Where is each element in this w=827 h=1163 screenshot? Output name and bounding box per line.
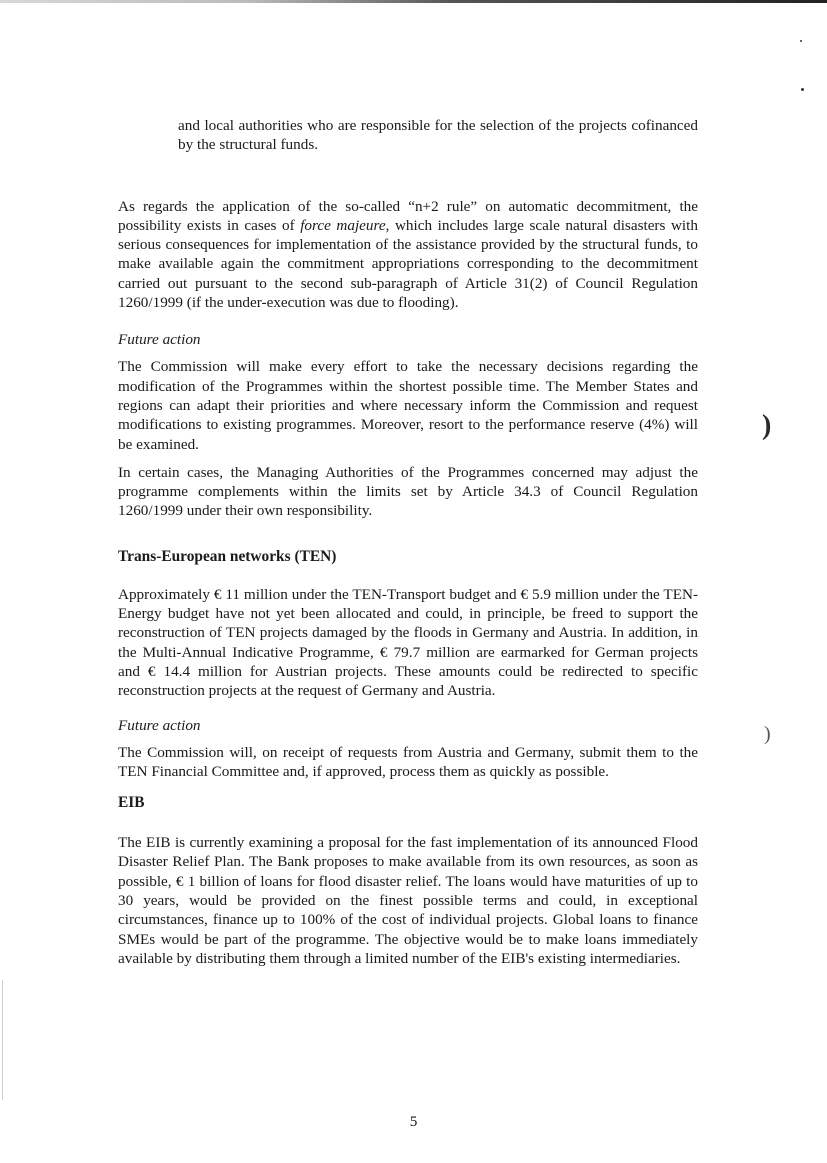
scan-top-edge	[0, 0, 827, 3]
paragraph-ten-funding: Approximately € 11 million under the TEN-Transport budget and € 5.9 million under the TEN-Energy budget have not yet been allocated and could, in principle, be freed to support the reconstruction of TEN projects damaged by the floods in Germany and Austria. In addition, in the Multi-Annual Indicative Programme, € 79.7 million are earmarked for German projects and € 14.4 million for Austrian projects. These amounts could be redirected to specific reconstruction projects at the request of Germany and Austria.	[118, 585, 698, 700]
section-heading-eib: EIB	[118, 794, 145, 812]
scan-speck	[801, 88, 804, 91]
scan-speck	[800, 40, 802, 42]
subheading-future-action: Future action	[118, 331, 201, 349]
paragraph-eib: The EIB is currently examining a proposal for the fast implementation of its announced Flood Disaster Relief Plan. The Bank proposes to make available from its own resources, as soon as possible, € 1 billion of loans for flood disaster relief. The loans would have maturities of up to 30 years, would be provided on the finest possible terms and could, in exceptional circumstances, finance up to 100% of the cost of individual projects. Global loans to finance SMEs would be part of the programme. The objective would be to make loans immediately available by distributing them through a limited number of the EIB's existing intermediaries.	[118, 834, 698, 967]
paragraph-commission-effort: The Commission will make every effort to take the necessary decisions regarding the modification of the Programmes within the shortest possible time. The Member States and regions can adapt their priorities and where necessary inform the Commission and request modifications to existing programmes. Moreover, resort to the performance reserve (4%) will be examined.	[118, 358, 698, 453]
document-page	[118, 116, 698, 968]
paragraph-n2-rule-text: As regards the application of the so-called “n+2 rule” on automatic decommitment, the possibility exists in cases of	[118, 197, 698, 234]
margin-mark: )	[764, 723, 771, 745]
force-majeure-term: force majeure	[300, 216, 386, 234]
subheading-future-action: Future action	[118, 716, 201, 734]
paragraph-ten-action: The Commission will, on receipt of requests from Austria and Germany, submit them to the TEN Financial Committee and, if approved, process them as quickly as possible.	[118, 743, 698, 780]
margin-mark: )	[762, 410, 772, 441]
scan-left-edge	[2, 980, 3, 1100]
section-heading-ten: Trans-European networks (TEN)	[118, 547, 337, 565]
page-number: 5	[409, 1113, 418, 1130]
paragraph-managing-authorities: In certain cases, the Managing Authorities of the Programmes concerned may adjust the programme complements within the limits set by Article 34.3 of Council Regulation 1260/1999 under their own responsibility.	[118, 463, 698, 520]
paragraph-n2-rule-text-end: , which includes large scale natural disasters with serious consequences for implementation of the assistance provided by the structural funds, to make available again the commitment appropriations corresponding to the decommitment carried out pursuant to the second sub-paragraph of Article 31(2) of Council Regulation 1260/1999 (if the under-execution was due to flooding).	[118, 216, 698, 312]
paragraph-continuation: and local authorities who are responsible for the selection of the projects cofinanced by the structural funds.	[178, 117, 698, 154]
paragraph-n2-rule	[118, 197, 698, 313]
